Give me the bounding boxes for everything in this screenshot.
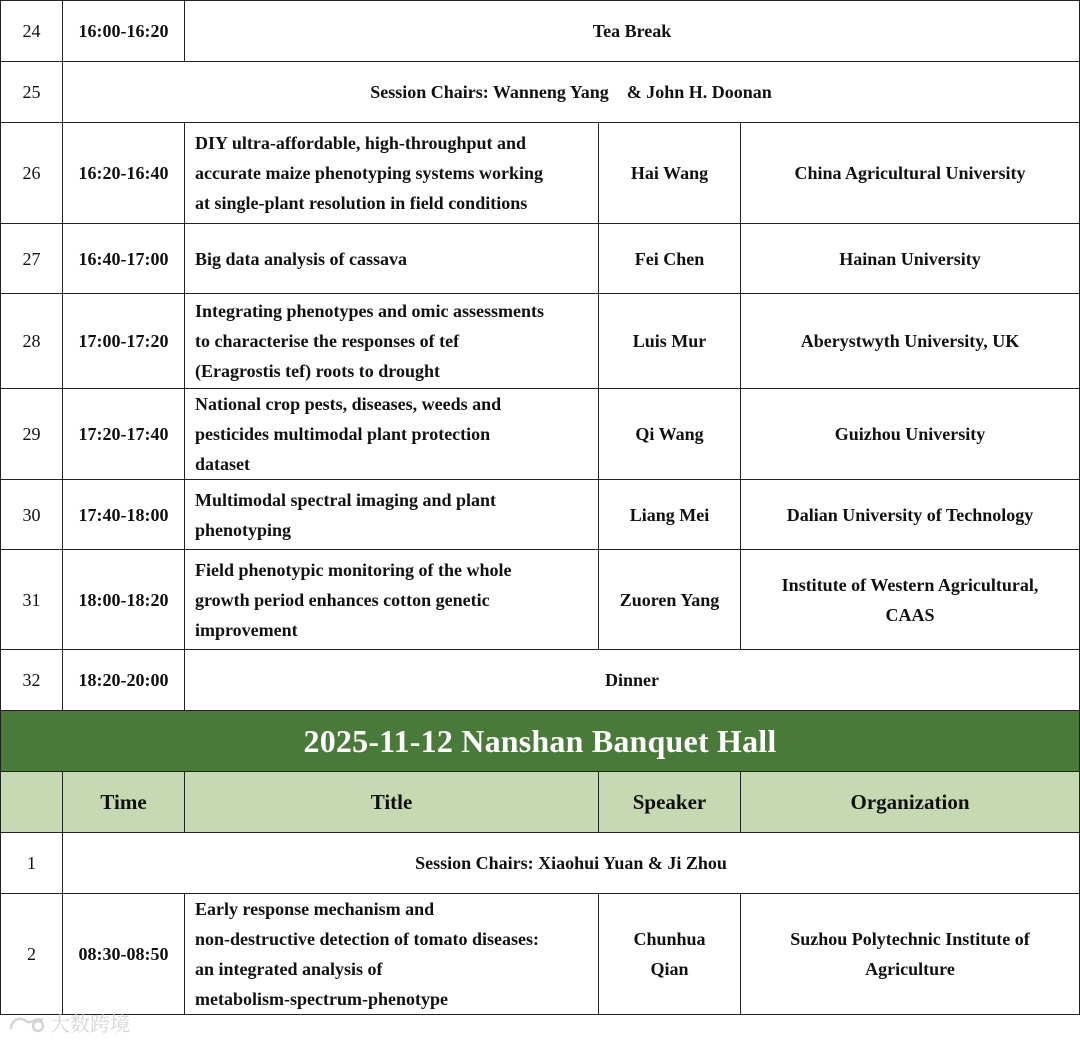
talk-title-line: Early response mechanism and <box>195 899 435 919</box>
speaker-name-line: Luis Mur <box>632 331 707 351</box>
talk-title <box>185 894 599 1015</box>
schedule-row <box>1 294 1080 389</box>
talk-title-line: non-destructive detection of tomato diseases: <box>195 929 539 949</box>
organization <box>741 224 1080 294</box>
organization <box>741 894 1080 1015</box>
talk-title-line: (Eragrostis tef) roots to drought <box>195 361 440 381</box>
speaker-name <box>599 294 741 389</box>
time-slot: 18:00-18:20 <box>63 550 185 650</box>
time-slot: 17:40-18:00 <box>63 480 185 550</box>
speaker-name-line: Qi Wang <box>635 424 704 444</box>
talk-title-line: Big data analysis of cassava <box>195 248 408 269</box>
session-chairs: Session Chairs: Wanneng Yang & John H. Doonan <box>63 62 1080 123</box>
talk-title-line: pesticides multimodal plant protection <box>195 424 491 444</box>
speaker-name-line: Zuoren Yang <box>619 589 720 610</box>
header-speaker: Speaker <box>599 772 741 833</box>
organization-line: Institute of Western Agricultural, <box>781 574 1039 595</box>
organization <box>741 480 1080 550</box>
time-slot: 16:20-16:40 <box>63 123 185 224</box>
speaker-name-line: Fei Chen <box>634 248 705 269</box>
talk-title-line: metabolism-spectrum-phenotype <box>195 989 448 1009</box>
header-title: Title <box>185 772 599 833</box>
speaker-name <box>599 123 741 224</box>
talk-title <box>185 224 599 294</box>
organization-line: Agriculture <box>865 959 955 979</box>
date-venue-banner-row <box>1 711 1080 772</box>
schedule-row <box>1 480 1080 550</box>
speaker-name <box>599 224 741 294</box>
talk-title-line: National crop pests, diseases, weeds and <box>195 394 502 414</box>
schedule-row <box>1 62 1080 123</box>
time-slot: 16:00-16:20 <box>63 1 185 62</box>
row-number: 32 <box>1 650 63 711</box>
speaker-name-line: Liang Mei <box>629 504 710 525</box>
speaker-name <box>599 550 741 650</box>
row-number: 30 <box>1 480 63 550</box>
talk-title <box>185 294 599 389</box>
talk-title-line: to characterise the responses of tef <box>195 331 460 351</box>
talk-title <box>185 123 599 224</box>
schedule-row <box>1 123 1080 224</box>
talk-title-line: phenotyping <box>195 519 292 540</box>
break-label: Tea Break <box>185 1 1080 62</box>
date-venue-banner: 2025-11-12 Nanshan Banquet Hall <box>1 711 1080 772</box>
organization-line: Dalian University of Technology <box>786 504 1034 525</box>
time-slot: 08:30-08:50 <box>63 894 185 1015</box>
organization-line: China Agricultural University <box>794 163 1026 183</box>
speaker-name <box>599 894 741 1015</box>
talk-title-line: at single-plant resolution in field conditions <box>195 193 528 213</box>
organization-line: Suzhou Polytechnic Institute of <box>790 929 1030 949</box>
schedule-row <box>1 389 1080 480</box>
row-number: 25 <box>1 62 63 123</box>
schedule-banner-body <box>1 711 1080 833</box>
schedule-row <box>1 1 1080 62</box>
time-slot: 16:40-17:00 <box>63 224 185 294</box>
session-chairs: Session Chairs: Xiaohui Yuan & Ji Zhou <box>63 833 1080 894</box>
header-time: Time <box>63 772 185 833</box>
speaker-name-line: Chunhua <box>633 929 706 949</box>
speaker-name <box>599 389 741 480</box>
header-no <box>1 772 63 833</box>
organization <box>741 389 1080 480</box>
talk-title-line: DIY ultra-affordable, high-throughput and <box>195 133 527 153</box>
schedule-row <box>1 894 1080 1015</box>
break-label: Dinner <box>185 650 1080 711</box>
speaker-name-line: Hai Wang <box>630 163 709 183</box>
row-number: 1 <box>1 833 63 894</box>
column-header-row <box>1 772 1080 833</box>
organization <box>741 550 1080 650</box>
schedule-body-top <box>1 1 1080 711</box>
watermark <box>8 1008 130 1037</box>
row-number: 2 <box>1 894 63 1015</box>
organization-line: CAAS <box>885 604 935 625</box>
row-number: 31 <box>1 550 63 650</box>
speaker-name <box>599 480 741 550</box>
talk-title-line: accurate maize phenotyping systems working <box>195 163 543 183</box>
talk-title <box>185 480 599 550</box>
talk-title-line: growth period enhances cotton genetic <box>195 589 490 610</box>
talk-title-line: an integrated analysis of <box>195 959 383 979</box>
time-slot: 17:00-17:20 <box>63 294 185 389</box>
organization-line: Aberystwyth University, UK <box>800 331 1020 351</box>
speaker-name-line: Qian <box>650 959 689 979</box>
talk-title <box>185 550 599 650</box>
watermark-logo-icon <box>8 1012 46 1034</box>
talk-title-line: improvement <box>195 619 298 640</box>
talk-title-line: dataset <box>195 454 250 474</box>
talk-title-line: Field phenotypic monitoring of the whole <box>195 559 512 580</box>
schedule-row <box>1 550 1080 650</box>
talk-title-line: Integrating phenotypes and omic assessments <box>195 301 545 321</box>
time-slot: 17:20-17:40 <box>63 389 185 480</box>
organization-line: Hainan University <box>839 248 981 269</box>
schedule-body-bottom <box>1 833 1080 1015</box>
schedule-row <box>1 833 1080 894</box>
organization <box>741 294 1080 389</box>
watermark-text: 大数跨境 <box>50 1012 130 1036</box>
row-number: 27 <box>1 224 63 294</box>
organization-line: Guizhou University <box>834 424 986 444</box>
row-number: 24 <box>1 1 63 62</box>
header-organization: Organization <box>741 772 1080 833</box>
organization <box>741 123 1080 224</box>
talk-title-line: Multimodal spectral imaging and plant <box>195 489 497 510</box>
row-number: 28 <box>1 294 63 389</box>
row-number: 26 <box>1 123 63 224</box>
schedule-row <box>1 650 1080 711</box>
schedule-row <box>1 224 1080 294</box>
time-slot: 18:20-20:00 <box>63 650 185 711</box>
row-number: 29 <box>1 389 63 480</box>
talk-title <box>185 389 599 480</box>
